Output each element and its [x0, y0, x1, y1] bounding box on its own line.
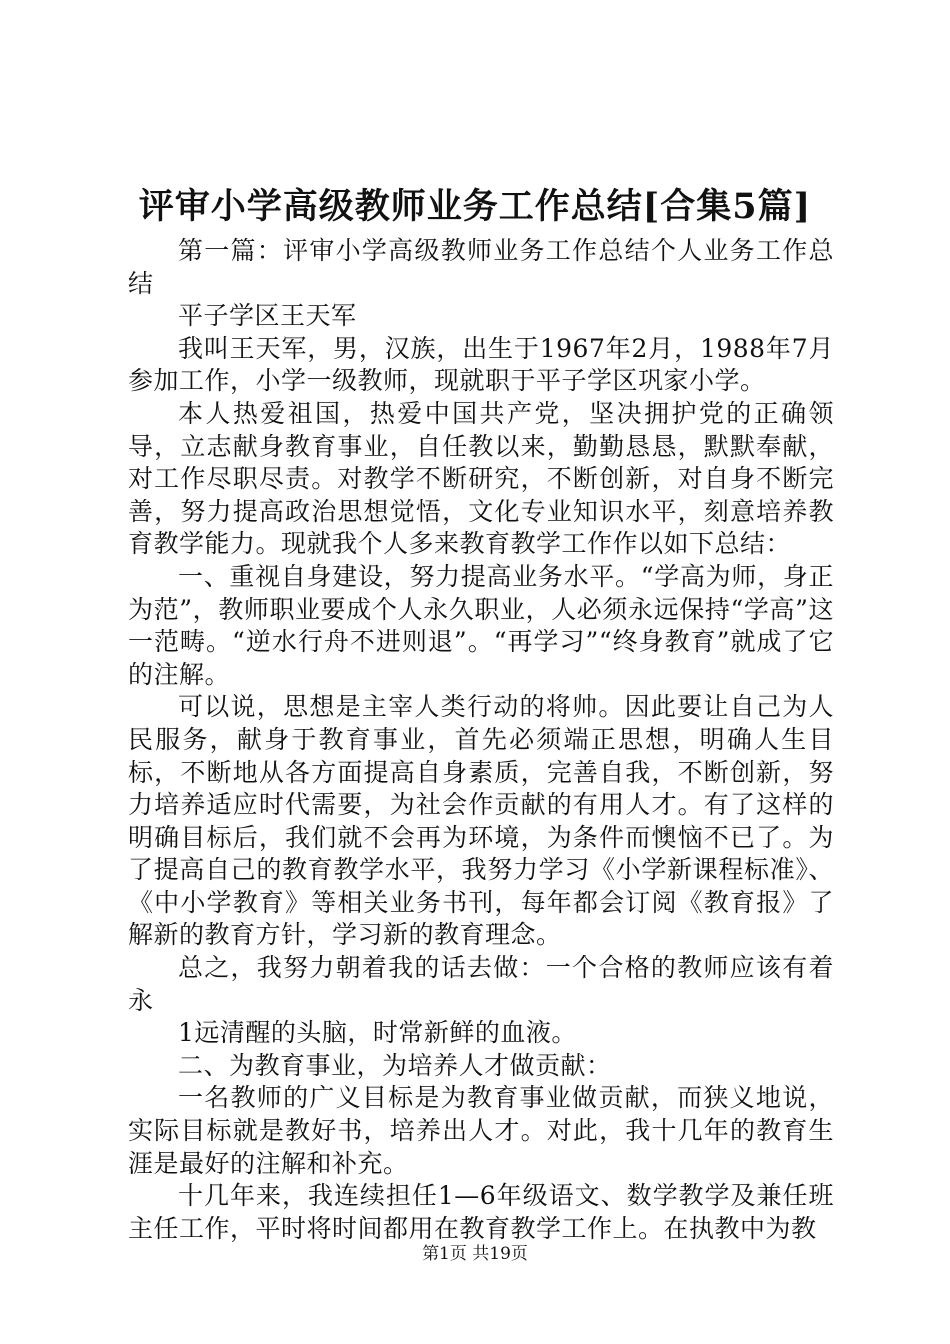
paragraph-heading-part-one: 第一篇：评审小学高级教师业务工作总结个人业务工作总结	[128, 236, 834, 298]
paragraph: 总之，我努力朝着我的话去做：一个合格的教师应该有着永	[128, 953, 834, 1015]
paragraph: 一名教师的广义目标是为教育事业做贡献，而狭义地说，实际目标就是教好书，培养出人才。对此，我十几年的教育生涯是最好的注解和补充。	[128, 1083, 834, 1178]
paragraph: 1远清醒的头脑，时常新鲜的血液。	[178, 1018, 577, 1048]
paragraph: 本人热爱祖国，热爱中国共产党，坚决拥护党的正确领导，立志献身教育事业，自任教以来，勤勤恳恳，默默奉献，对工作尽职尽责。对教学不断研究，不断创新，对自身不断完善，努力提高政治思想觉悟，文化专业知识水平，刻意培养教育教学能力。现就我个人多来教育教学工作作以如下总结：	[128, 398, 834, 559]
document-body	[128, 235, 834, 1245]
paragraph-author: 平子学区王天军	[178, 301, 357, 331]
paragraph: 十几年来，我连续担任1—6年级语文、数学教学及兼任班主任工作，平时将时间都用在教育教学工作上。在执教中为教	[128, 1181, 834, 1243]
page-number-footer: 第1页 共19页	[422, 1244, 528, 1264]
paragraph: 二、为教育事业，为培养人才做贡献：	[178, 1050, 612, 1080]
document-title: 评审小学高级教师业务工作总结[合集5篇]	[138, 186, 812, 227]
paragraph: 一、重视自身建设，努力提高业务水平。“学高为师，身正为范”，教师职业要成个人永久职业，人必须永远保持“学高”这一范畴。“逆水行舟不进则退”。“再学习”“终身教育”就成了它的注解。	[128, 561, 834, 689]
paragraph: 我叫王天军，男，汉族，出生于1967年2月，1988年7月参加工作，小学一级教师，现就职于平子学区巩家小学。	[128, 333, 834, 396]
paragraph: 可以说，思想是主宰人类行动的将帅。因此要让自己为人民服务，献身于教育事业，首先必须端正思想，明确人生目标，不断地从各方面提高自身素质，完善自我，不断创新，努力培养适应时代需要，为社会作贡献的有用人才。有了这样的明确目标后，我们就不会再为环境，为条件而懊恼不已了。为了提高自己的教育教学水平，我努力学习《小学新课程标准》、《中小学教育》等相关业务书刊，每年都会订阅《教育报》了解新的教育方针，学习新的教育理念。	[128, 692, 834, 950]
